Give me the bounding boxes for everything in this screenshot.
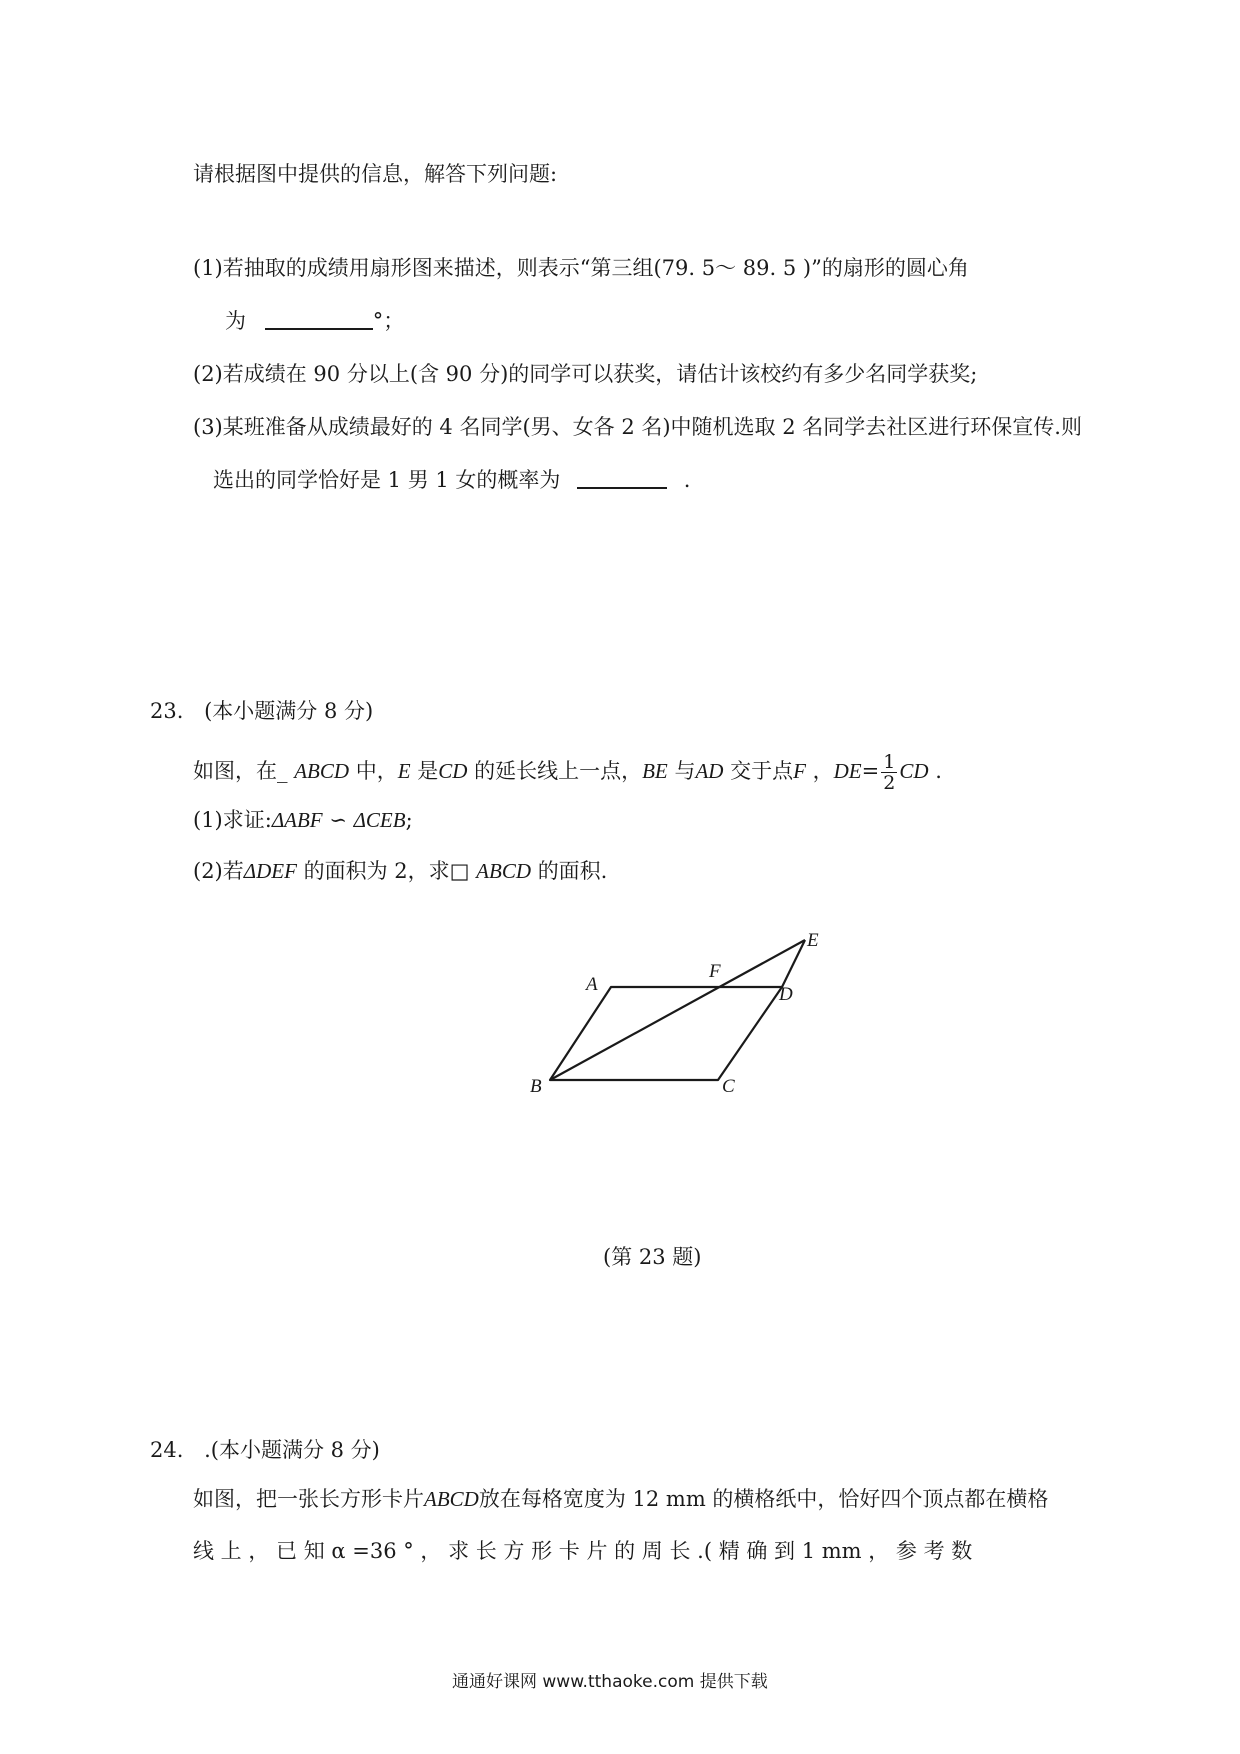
q23-stem-text: 与 xyxy=(674,759,696,783)
point-label-a: A xyxy=(586,974,598,995)
intro-text: 请根据图中提供的信息，解答下列问题: xyxy=(193,162,558,186)
q24-line2: 线 上 ， 已 知 α =36 ° ， 求 长 方 形 卡 片 的 周 长 .( 精 确 到 1 mm ， 参 考 数 xyxy=(193,1539,973,1563)
triangle-ceb: ΔCEB xyxy=(353,808,406,832)
page-footer: 通通好课网 www.tthaoke.com 提供下载 xyxy=(452,1672,768,1692)
q23-stem-text: 中， xyxy=(355,759,398,783)
q24-header xyxy=(150,1436,380,1464)
q22-part1-prefix: 为 xyxy=(225,309,246,333)
point-label-c: C xyxy=(722,1076,735,1097)
point-label-e: E xyxy=(807,930,819,951)
parallelogram-box-symbol: □ xyxy=(449,859,470,883)
q24-abcd: ABCD xyxy=(424,1487,479,1511)
triangle-abf: ΔABF xyxy=(271,808,323,832)
q24-number: 24. xyxy=(150,1438,184,1462)
q23-part1-text: (1)求证: xyxy=(193,808,272,832)
q22-part2: (2)若成绩在 90 分以上(含 90 分)的同学可以获奖，请估计该校约有多少名同学获奖; xyxy=(193,362,978,386)
q23-number: 23. xyxy=(150,699,184,723)
q23-stem-text: 的延长线上一点， xyxy=(474,759,643,783)
q22-part1-line1: (1)若抽取的成绩用扇形图来描述，则表示“第三组(79. 5～ 89. 5 )”的扇形的圆心角 xyxy=(193,256,969,280)
q24-points: .(本小题满分 8 分) xyxy=(204,1438,380,1462)
q22-part3-line1: (3)某班准备从成绩最好的 4 名同学(男、女各 2 名)中随机选取 2 名同学去社区进行环保宣传.则 xyxy=(193,415,1082,439)
parallelogram-symbol: _ xyxy=(277,759,288,783)
q23-stem-f: F xyxy=(793,759,806,783)
q23-stem-cd: CD xyxy=(438,759,468,783)
point-label-b: B xyxy=(530,1076,542,1097)
point-label-d: D xyxy=(779,984,793,1005)
equals-sign: = xyxy=(861,759,880,783)
triangle-def: ΔDEF xyxy=(243,859,297,883)
q22-part3-prefix: 选出的同学恰好是 1 男 1 女的概率为 xyxy=(213,468,561,492)
q23-part2-abcd: ABCD xyxy=(476,859,531,883)
q23-points: (本小题满分 8 分) xyxy=(204,699,374,723)
similar-symbol: ∽ xyxy=(322,808,354,832)
q22-part1-degree: °； xyxy=(372,309,405,333)
q23-stem-text: 是 xyxy=(417,759,439,783)
q23-part2-end: 的面积. xyxy=(537,859,608,883)
q23-stem-e: E xyxy=(397,759,411,783)
parallelogram-abcd xyxy=(550,987,782,1080)
fraction-numerator: 1 xyxy=(883,751,896,773)
q22-part3-period: . xyxy=(683,468,691,492)
q23-stem-text: ， xyxy=(812,759,834,783)
q23-stem-ad: AD xyxy=(695,759,724,783)
q23-stem-period: . xyxy=(935,759,942,783)
fraction-denominator: 2 xyxy=(883,772,896,794)
q24-line1 xyxy=(193,1485,1048,1513)
q23-stem-cd2: CD xyxy=(899,759,929,783)
q23-part2-text: 的面积为 2，求 xyxy=(303,859,450,883)
q24-text: 放在每格宽度为 12 mm 的横格纸中，恰好四个顶点都在横格 xyxy=(478,1487,1049,1511)
q23-part1-end: ; xyxy=(405,808,413,832)
q24-text: 如图，把一张长方形卡片 xyxy=(193,1487,424,1511)
q23-part2-text: (2)若 xyxy=(193,859,244,883)
q23-stem-text: 如图，在 xyxy=(193,759,277,783)
q23-stem-abcd: ABCD xyxy=(294,759,350,783)
q23-caption: (第 23 题) xyxy=(603,1245,702,1269)
q23-stem-be: BE xyxy=(642,759,668,783)
point-label-f: F xyxy=(709,961,721,982)
q23-stem-de: DE xyxy=(833,759,862,783)
q23-stem-text: 交于点 xyxy=(730,759,794,783)
